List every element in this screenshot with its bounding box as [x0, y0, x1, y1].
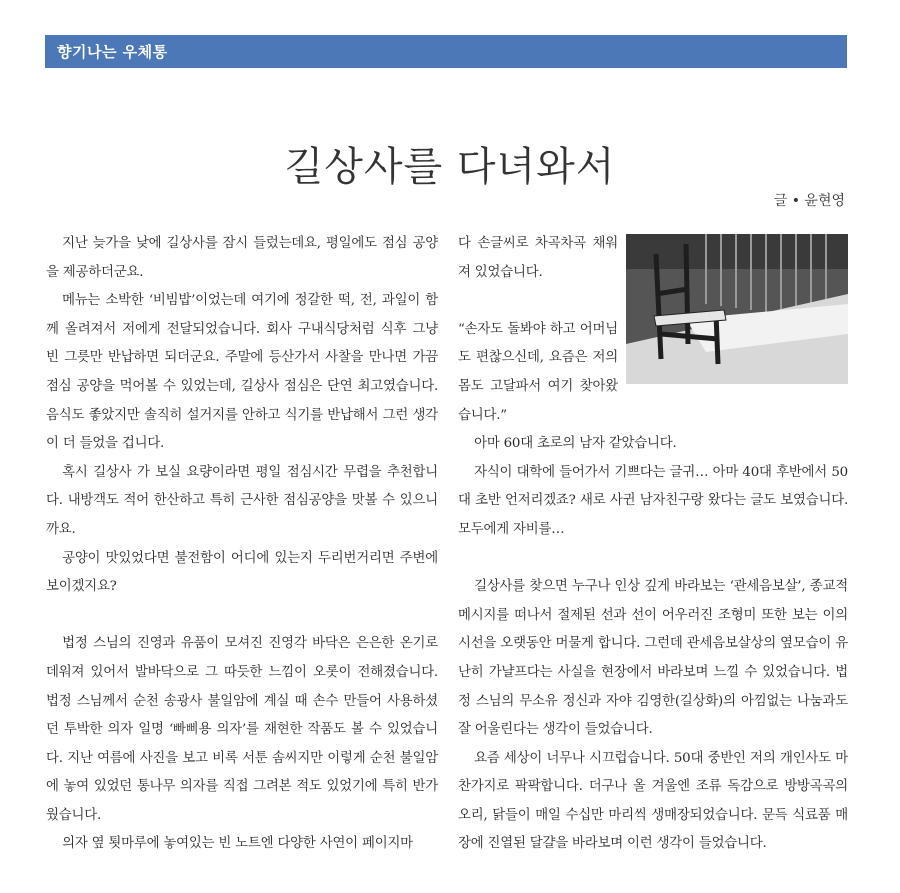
article-title: 길상사를 다녀와서	[284, 143, 616, 190]
paragraph: 지난 늦가을 낮에 길상사를 잠시 들렀는데요, 평일에도 점심 공양을 제공하더군요.	[46, 236, 438, 280]
author-line: 글 • 윤현영	[773, 193, 845, 209]
paragraph: 길상사를 찾으면 누구나 인상 깊게 바라보는 ‘관세음보살’, 종교적 메시지를 떠나서 절제된 선과 선이 어우러진 조형미 또한 보는 이의 시선을 오랫동안 머물게 합니다. 그런데 관세음보살상의 옆모습이 유난히 가냘프다는 사실을 현장에서 바라보며 느낄 수 있었습니다. 법정 스님의 무소유 정신과 자야 김영한(길상화)의 아낌없는 나눔과도 잘 어울린다는 생각이 들었습니다.	[458, 579, 848, 738]
paragraph: 아마 60대 초로의 남자 같았습니다.	[474, 436, 677, 452]
paragraph: 혹시 길상사 가 보실 요량이라면 평일 점심시간 무렵을 추천합니다. 내방객도 적어 한산하고 특히 근사한 점심공양을 맛볼 수 있으니까요.	[46, 464, 438, 537]
paragraph: 의자 옆 툇마루에 놓여있는 빈 노트엔 다양한 사연이 페이지마	[62, 836, 413, 852]
paragraph: 요즘 세상이 너무나 시끄럽습니다. 50대 중반인 저의 개인사도 마찬가지로 팍팍합니다. 더구나 올 겨울엔 조류 독감으로 방방곡곡의 오리, 닭들이 매일 수십만 마리씩 생매장되었습니다. 문득 식료품 매장에 진열된 달걀을 바라보며 이런 생각이 들었습니다.	[458, 750, 848, 852]
chair-drawing-image	[626, 234, 848, 384]
chair-drawing-image-svg	[626, 234, 848, 384]
section-banner	[45, 35, 847, 68]
paragraph: 다 손글씨로 차곡차곡 채워져 있었습니다.	[458, 236, 618, 280]
left-column	[46, 230, 438, 859]
paragraph: 공양이 맛있었다면 불전함이 어디에 있는지 두리번거리면 주변에 보이겠지요?	[46, 550, 438, 595]
section-label: 향기나는 우체통	[57, 43, 168, 61]
paragraph: 법정 스님의 진영과 유품이 모셔진 진영각 바닥은 은은한 온기로 데워져 있어서 발바닥으로 그 따듯한 느낌이 오롯이 전해졌습니다. 법정 스님께서 순천 송광사 불일암에 계실 때 손수 만들어 사용하셨던 투박한 의자 일명 ‘빠삐용 의자’를 재현한 작품도 볼 수 있었습니다. 지난 여름에 사진을 보고 비록 서툰 솜씨지만 이렇게 순천 불일암에 놓여 있었던 통나무 의자를 직접 그려본 적도 있었기에 특히 반가웠습니다.	[46, 636, 438, 823]
paragraph: 메뉴는 소박한 ‘비빔밥’이었는데 여기에 정갈한 떡, 전, 과일이 함께 올려져서 저에게 전달되었습니다. 회사 구내식당처럼 식후 그냥 빈 그릇만 반납하면 되더군요. 주말에 등산가서 사찰을 만나면 가끔 점심 공양을 먹어볼 수 있었는데, 길상사 점심은 단연 최고였습니다. 음식도 좋았지만 솔직히 설거지를 안하고 식기를 반납해서 그런 생각이 더 들었을 겁니다.	[46, 293, 438, 452]
paragraph: 자식이 대학에 들어가서 기쁘다는 글귀… 아마 40대 후반에서 50대 초반 언저리겠죠? 새로 사귄 남자친구랑 왔다는 글도 보였습니다. 모두에게 자비를…	[458, 464, 848, 537]
quote-paragraph: “손자도 돌봐야 하고 어머님도 편찮으신데, 요즘은 저의 몸도 고달파서 여기 찾아왔습니다.”	[458, 321, 618, 423]
